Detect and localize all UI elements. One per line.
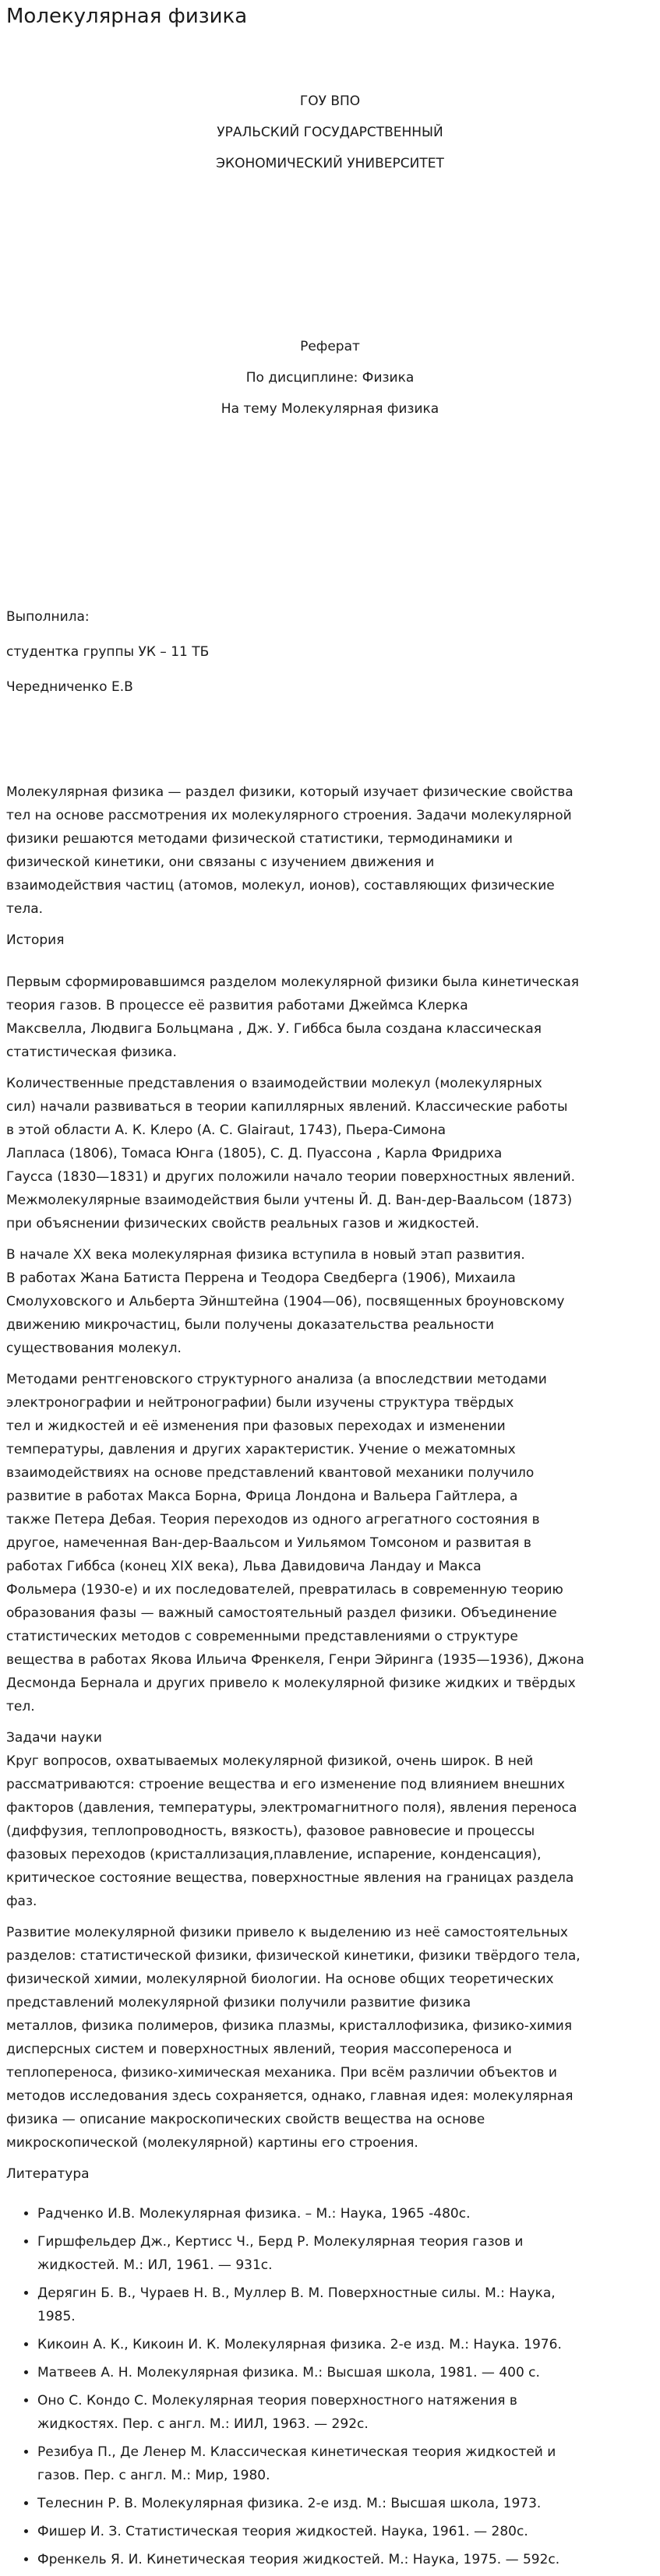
work-info-block: [0, 331, 660, 425]
author-group: студентка группы УК – 11 ТБ: [6, 644, 210, 660]
literature-item: • Оно С. Кондо С. Молекулярная теория поверхностного натяжения в жидкостях. Пер. с англ. М.: ИИЛ, 1963. — 292с.: [37, 2389, 650, 2436]
literature-list: [6, 2202, 650, 2576]
literature-item: • Френкель Я. И. Кинетическая теория жидкостей. М.: Наука, 1975. — 592с.: [37, 2548, 650, 2571]
org-line: ГОУ ВПО: [299, 93, 361, 109]
literature-item: • Резибуа П., Де Ленер М. Классическая кинетическая теория жидкостей и газов. Пер. с англ. М.: Мир, 1980.: [37, 2440, 650, 2487]
intro-section: [6, 781, 650, 952]
literature-item: • Телеснин Р. В. Молекулярная физика. 2-е изд. М.: Высшая школа, 1973.: [37, 2492, 650, 2515]
discipline-line: По дисциплине: Физика: [245, 370, 415, 386]
literature-heading: Литература: [6, 2166, 90, 2182]
organization-block: [0, 86, 660, 179]
literature-item: • Матвеев А. Н. Молекулярная физика. М.: Высшая школа, 1981. — 400 с.: [37, 2361, 650, 2384]
literature-item: • Гиршфельдер Дж., Кертисс Ч., Берд Р. Молекулярная теория газов и жидкостей. М.: ИЛ, 1961. — 931с.: [37, 2230, 650, 2277]
history-paragraph: В начале XX века молекулярная физика вступила в новый этап развития. В работах Жана Батиста Перрена и Теодора Сведберга (1906), Михаила Смолуховского и Альберта Эйнштейна (1904—06), посвященных броуновскому движению микрочастиц, были получены доказательства реальности существования молекул.: [6, 1247, 565, 1356]
tasks-paragraph: Развитие молекулярной физики привело к выделению из неё самостоятельных разделов: статистической физики, физической кинетики, физики твёрдого тела, физической химии, молекулярной биологии. На основе общих теоретических представлений молекулярной физики получили развитие физика металлов, физика полимеров, физика плазмы, кристаллофизика, физико-химия дисперсных систем и поверхностных явлений, теория массопереноса и теплопереноса, физико-химическая механика. При всём различии объектов и методов исследования здесь сохраняется, однако, главная идея: молекулярная физика — описание макроскопических свойств вещества на основе микроскопической (молекулярной) картины его строения.: [6, 1925, 581, 2151]
tasks-heading: Задачи науки: [6, 1730, 102, 1746]
intro-paragraph: Молекулярная физика — раздел физики, который изучает физические свойства тел на основе рассмотрения их молекулярного строения. Задачи молекулярной физики решаются методами физической статистики, термодинамики и физической кинетики, они связаны с изучением движения и взаимодействия частиц (атомов, молекул, ионов), составляющих физические тела.: [6, 784, 574, 917]
org-line: УРАЛЬСКИЙ ГОСУДАРСТВЕННЫЙ: [217, 125, 443, 140]
literature-item: • Радченко И.В. Молекулярная физика. – М.: Наука, 1965 -480с.: [37, 2202, 650, 2225]
literature-item: • Дерягин Б. В., Чураев Н. В., Муллер В. М. Поверхностные силы. М.: Наука, 1985.: [37, 2282, 650, 2328]
history-section: [6, 971, 650, 1750]
author-label: Выполнила:: [6, 609, 90, 625]
topic-line: На тему Молекулярная физика: [221, 401, 439, 417]
history-paragraph: Первым сформировавшимся разделом молекулярной физики была кинетическая теория газов. В процессе её развития работами Джеймса Клерка Максвелла, Людвига Больцмана , Дж. У. Гиббса была создана классическая статистическая физика.: [6, 974, 579, 1060]
tasks-section: [6, 1750, 650, 2186]
author-name: Чередниченко Е.В: [6, 679, 133, 695]
document-title: Молекулярная физика: [6, 5, 248, 28]
literature-item: • Кикоин А. К., Кикоин И. К. Молекулярная физика. 2-е изд. М.: Наука. 1976.: [37, 2333, 650, 2356]
history-paragraph: Количественные представления о взаимодействии молекул (молекулярных сил) начали развиваться в теории капиллярных явлений. Классические работы в этой области А. К. Клеро (А. С. Glairaut, 1743), Пьера-Симона Лапласа (1806), Томаса Юнга (1805), С. Д. Пуассона , Карла Фридриха Гаусса (1830—1831) и других положили начало теории поверхностных явлений. Межмолекулярные взаимодействия были учтены Й. Д. Ван-дер-Ваальсом (1873) при объяснении физических свойств реальных газов и жидкостей.: [6, 1076, 576, 1232]
author-block: [6, 600, 645, 705]
work-type: Реферат: [300, 339, 360, 354]
literature-item: • Фишер И. З. Статистическая теория жидкостей. Наука, 1961. — 280с.: [37, 2520, 650, 2543]
tasks-paragraph: Круг вопросов, охватываемых молекулярной физикой, очень широк. В ней рассматриваются: строение вещества и его изменение под влиянием внешних факторов (давления, температуры, электромагнитного поля), явления переноса (диффузия, теплопроводность, вязкость), фазовое равновесие и процессы фазовых переходов (кристаллизация,плавление, испарение, конденсация), критическое состояние вещества, поверхностные явления на границах раздела фаз.: [6, 1753, 577, 1909]
history-heading: История: [6, 932, 65, 948]
history-paragraph: Методами рентгеновского структурного анализа (а впоследствии методами электронографии и нейтронографии) были изучены структура твёрдых тел и жидкостей и её изменения при фазовых переходах и изменении температуры, давления и других характеристик. Учение о межатомных взаимодействиях на основе представлений квантовой механики получило развитие в работах Макса Борна, Фрица Лондона и Вальера Гайтлера, а также Петера Дебая. Теория переходов из одного агрегатного состояния в другое, намеченная Ван-дер-Ваальсом и Уильямом Томсоном и развитая в работах Гиббса (конец XIX века), Льва Давидовича Ландау и Макса Фольмера (1930-е) и их последователей, превратилась в современную теорию образования фазы — важный самостоятельный раздел физики. Объединение статистических методов с современными представлениями о структуре вещества в работах Якова Ильича Френкеля, Генри Эйринга (1935—1936), Джона Десмонда Бернала и других привело к молекулярной физике жидких и твёрдых тел.: [6, 1372, 584, 1714]
org-line: ЭКОНОМИЧЕСКИЙ УНИВЕРСИТЕТ: [216, 156, 444, 171]
